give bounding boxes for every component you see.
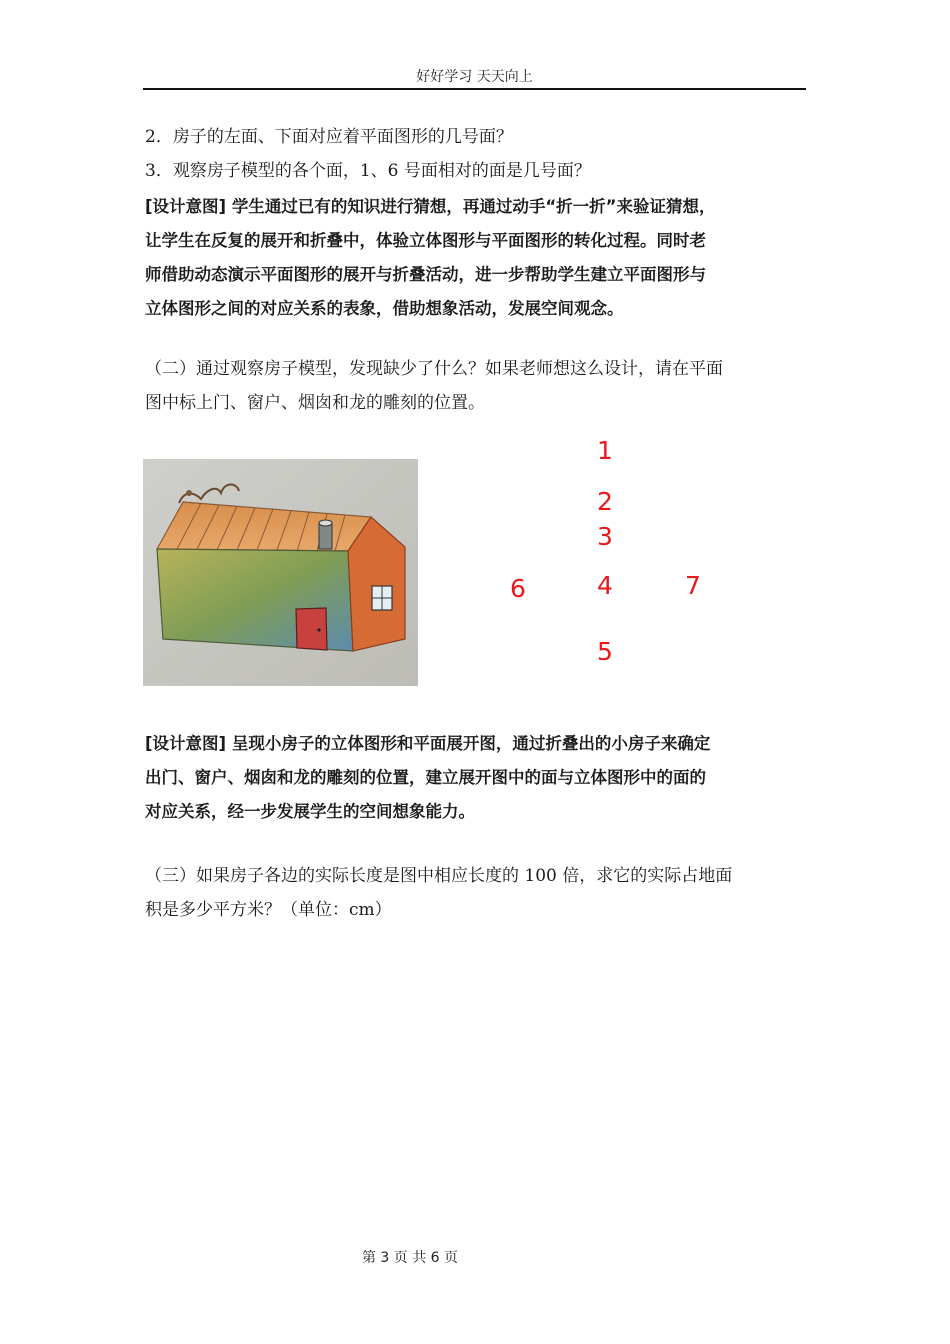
intent1-line3: 师借助动态演示平面图形的展开与折叠活动，进一步帮助学生建立平面图形与 bbox=[145, 265, 706, 284]
net-label-7: 7 bbox=[685, 571, 701, 600]
intent1-line2: 让学生在反复的展开和折叠中，体验立体图形与平面图形的转化过程。同时老 bbox=[145, 231, 706, 250]
section3-line1: （三）如果房子各边的实际长度是图中相应长度的 100 倍，求它的实际占地面 bbox=[145, 866, 733, 886]
intent2-line2: 出门、窗户、烟囱和龙的雕刻的位置，建立展开图中的面与立体图形中的面的 bbox=[145, 768, 706, 787]
intent1-line4: 立体图形之间的对应关系的表象，借助想象活动，发展空间观念。 bbox=[145, 299, 624, 318]
section2-line2: 图中标上门、窗户、烟囱和龙的雕刻的位置。 bbox=[145, 393, 485, 413]
intent2-line1: [设计意图] 呈现小房子的立体图形和平面展开图，通过折叠出的小房子来确定 bbox=[145, 734, 711, 753]
net-label-1: 1 bbox=[597, 436, 613, 465]
page-footer: 第 3 页 共 6 页 bbox=[361, 1250, 459, 1266]
net-label-4: 4 bbox=[597, 571, 613, 600]
net-label-5: 5 bbox=[597, 637, 613, 666]
intent2-line3: 对应关系，经一步发展学生的空间想象能力。 bbox=[145, 802, 475, 821]
question-2: 2．房子的左面、下面对应着平面图形的几号面？ bbox=[145, 127, 513, 147]
net-label-6: 6 bbox=[510, 574, 526, 603]
net-label-2: 2 bbox=[597, 487, 613, 516]
header-rule bbox=[143, 88, 806, 90]
question-3: 3．观察房子模型的各个面，1、6 号面相对的面是几号面？ bbox=[145, 161, 591, 181]
house-model-photo bbox=[143, 459, 418, 686]
section2-line1: （二）通过观察房子模型，发现缺少了什么？如果老师想这么设计，请在平面 bbox=[145, 359, 723, 379]
net-label-3: 3 bbox=[597, 522, 613, 551]
page-header: 好好学习 天天向上 bbox=[416, 69, 533, 85]
section3-line2: 积是多少平方米？（单位：cm） bbox=[145, 900, 392, 920]
intent1-line1: [设计意图] 学生通过已有的知识进行猜想，再通过动手“折一折”来验证猜想， bbox=[145, 197, 716, 216]
